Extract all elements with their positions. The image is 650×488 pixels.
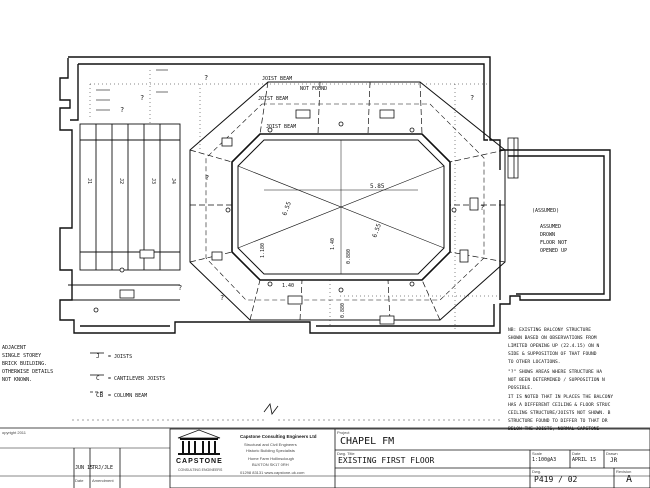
right-note-line: NOT BEEN DETERMINED / SUPPOSITION N [508, 378, 605, 383]
columns [94, 122, 456, 312]
revision-amendment-label: Amendment [92, 478, 114, 483]
right-note-line: LIMITED OPENING UP (22.4.15) ON N [508, 344, 600, 349]
question-mark: ? [204, 74, 209, 82]
balcony-outer-edge [190, 82, 505, 320]
drawn-value: JR [610, 457, 618, 464]
j1-label: J1 [86, 178, 92, 185]
company-line-3: Historic Building Specialists [246, 448, 295, 453]
company-line-2: Structural and Civil Engineers [244, 442, 297, 447]
title-value: EXISTING FIRST FLOOR [338, 456, 435, 465]
beam-boxes [120, 110, 478, 324]
company-address-1: Home Farm Hollinsclough [248, 456, 295, 461]
question-mark: ? [140, 94, 145, 102]
annex-note-2: DROWN [540, 232, 556, 238]
annex-room [508, 138, 518, 178]
dim-1: 1.40 [330, 237, 336, 250]
logo-text: CAPSTONE [176, 458, 223, 465]
stair-block [68, 124, 183, 300]
project-value: CHAPEL FM [340, 436, 395, 447]
left-note-line: BRICK BUILDING. [2, 361, 48, 367]
scale-label: Scale [532, 451, 543, 456]
right-note-line: POSSIBLE. [508, 386, 533, 391]
legend-text: = JOISTS [108, 354, 133, 360]
dwg-value: P419 / 02 [534, 475, 578, 484]
left-note-line: SINGLE STOREY [2, 353, 42, 359]
joist-beam-label-low: JOIST BEAM [266, 124, 297, 130]
revision-initials: TRJ/JLE [92, 465, 114, 471]
legend-sym: J [96, 353, 100, 360]
joist-beam-label-mid: JOIST BEAM [258, 96, 289, 102]
left-note-line: OTHERWISE DETAILS [2, 369, 54, 375]
not-found-label: NOT FOUND [300, 86, 328, 92]
right-note-line: STRUCTURE FOUND TO DIFFER TO THAT DR [508, 419, 608, 424]
question-mark: ? [205, 174, 210, 182]
right-note-line: SHOWN BASED ON OBSERVATIONS FROM [508, 336, 597, 341]
revision-date: JUN 15 [75, 465, 94, 471]
company-name: Capstone Consulting Engineers Ltd [240, 434, 317, 439]
capstone-logo [178, 430, 220, 455]
question-mark: ? [220, 294, 225, 302]
right-note-line: SIDE & SUPPOSITION OF THAT FOUND [508, 352, 597, 357]
scale-value: 1:100@A3 [532, 457, 557, 463]
j2-label: J2 [118, 178, 124, 185]
date-label: Date [572, 451, 581, 456]
left-note-line: NOT KNOWN. [2, 377, 33, 383]
revision-label: Revision [616, 469, 632, 474]
revision-value: A [626, 474, 633, 485]
title-label: Dwg. Title [337, 451, 355, 456]
assumed-label: (ASSUMED) [532, 208, 560, 214]
right-note-line: CEILING STRUCTURE/JOISTS NOT SHOWN. B [508, 411, 611, 416]
drawn-label: Drawn [606, 451, 618, 456]
right-note-line: BELOW THE JOISTS, NORMAL CAPSTONE [508, 427, 600, 432]
legend-text: = CANTILEVER JOISTS [108, 376, 166, 382]
dim-2: 0.880 [340, 302, 346, 318]
left-note-line: ADJACENT [2, 345, 27, 351]
j3-label: J3 [150, 178, 156, 185]
revision-date-label: Date [75, 478, 84, 483]
legend-sym: C [96, 375, 100, 382]
annex-note-4: OPENED UP [540, 248, 568, 254]
dim-bottom: 1.40 [282, 283, 295, 289]
logo-subtext: CONSULTING ENGINEERS [178, 468, 223, 472]
dotted-guides [90, 70, 500, 330]
right-note-line: TO OTHER LOCATIONS. [508, 360, 561, 365]
dim-left-diag: 6.55 [281, 200, 293, 217]
copyright: opyright 2011 [2, 430, 26, 435]
company-address-2: BUXTON SK17 0RH [252, 462, 289, 467]
legend-sym: CB [96, 392, 104, 399]
project-label: Project [337, 430, 350, 435]
dim-3: 0.880 [346, 248, 352, 264]
question-mark: ? [480, 204, 485, 212]
right-note-line: "?" SHOWS AREAS WHERE STRUCTURE HA [508, 370, 603, 375]
question-mark: ? [120, 106, 125, 114]
j4-label: J4 [170, 178, 176, 185]
right-note-line: IT IS NOTED THAT IN PLACES THE BALCONY [508, 395, 614, 400]
dwg-label: Dwg. [532, 469, 542, 474]
dim-4: 1.180 [260, 242, 266, 258]
legend-text: = COLUMN BEAM [108, 393, 148, 399]
right-note-line: NB: EXISTING BALCONY STRUCTURE [508, 328, 591, 333]
annex-note-3: FLOOR NOT [540, 240, 568, 246]
radial-joists [190, 82, 505, 320]
dim-right-diag: 6.55 [371, 222, 383, 239]
joist-beam-label-top: JOIST BEAM [262, 76, 293, 82]
question-mark: ? [178, 284, 183, 292]
date-value: APRIL 15 [572, 457, 597, 463]
annex-note-1: ASSUMED [540, 224, 562, 230]
right-note-line: HAS A DIFFERENT CEILING & FLOOR STRUC [508, 403, 611, 408]
break-mark [264, 404, 278, 414]
question-mark: ? [470, 94, 475, 102]
company-contact: 01298 83131 www.capstone-uk.com [240, 470, 305, 475]
dim-top: 5.85 [370, 183, 385, 190]
